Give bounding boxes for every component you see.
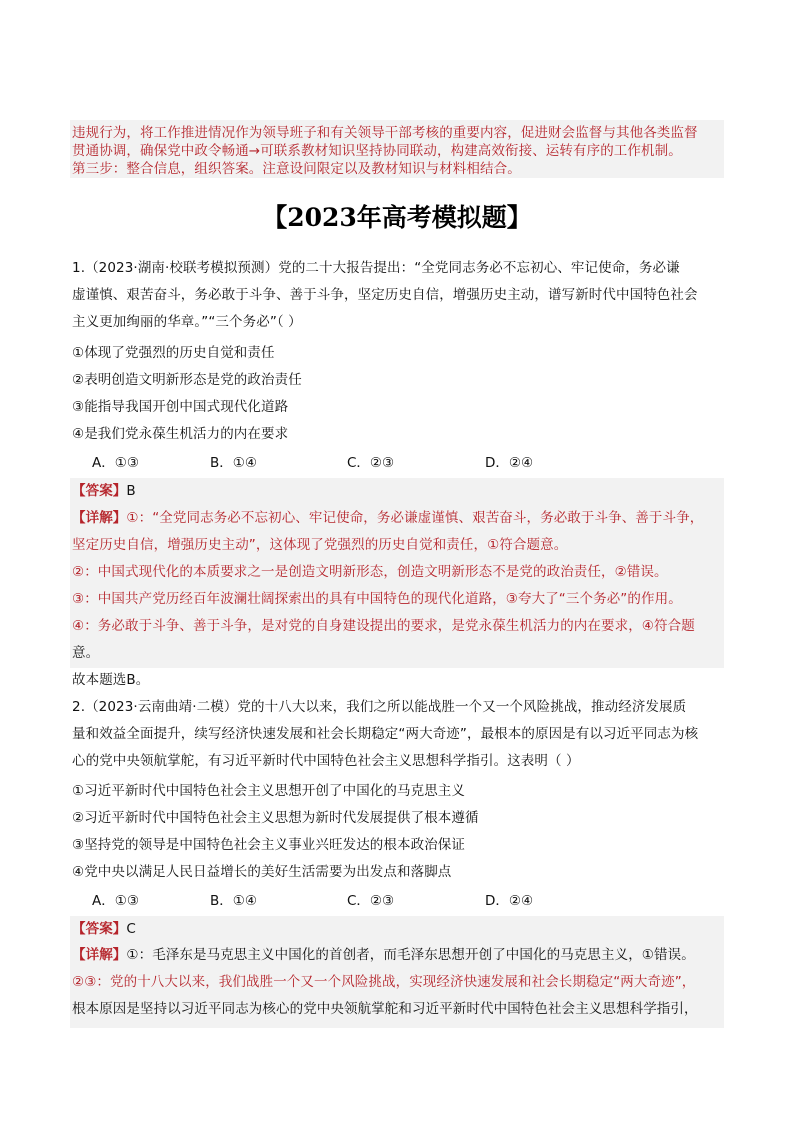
q2-choice-b: B．①④ [210,893,257,909]
q2-option-1: ①习近平新时代中国特色社会主义思想开创了中国化的马克思主义 [72,783,466,799]
intro-line-2: 贯通协调，确保党中政令畅通→可联系教材知识坚持协同联动，构建高效衔接、运转有序的工作机制。 [72,143,682,159]
q1-choice-b: B．①④ [210,455,257,471]
q1-detail-line-6: 意。 [72,645,100,661]
q1-option-3: ③能指导我国开创中国式现代化道路 [72,399,289,415]
q2-detail-line-2: ②③：党的十八大以来，我们战胜一个又一个风险挑战，实现经济快速发展和社会长期稳定“两大奇迹”， [72,974,696,990]
q1-detail-line-3: ②：中国式现代化的本质要求之一是创造文明新形态，创造文明新形态不是党的政治责任，②错误。 [72,564,668,580]
q1-detail-line-4: ③：中国共产党历经百年波澜壮阔探索出的具有中国特色的现代化道路，③夸大了“三个务必”的作用。 [72,591,682,607]
q1-choice-c: C．②③ [347,455,395,471]
q2-stem-line-1: 2.（2023·云南曲靖·二模）党的十八大以来，我们之所以能战胜一个又一个风险挑战，推动经济发展质 [72,699,687,715]
q2-detail-line-3: 根本原因是坚持以习近平同志为核心的党中央领航掌舵和习近平新时代中国特色社会主义思想科学指引， [72,1001,698,1017]
q1-detail-line-2: 坚定历史自信，增强历史主动”，这体现了党强烈的历史自觉和责任，①符合题意。 [72,537,568,553]
section-title: 【2023年高考模拟题】 [262,203,532,232]
q1-answer-value: B [126,483,136,499]
q1-answer-label: 【答案】 [72,483,127,499]
q1-stem-line-1: 1.（2023·湖南·校联考模拟预测）党的二十大报告提出：“全党同志务必不忘初心、牢记使命，务必谦 [72,260,680,276]
q1-stem-line-2: 虚谨慎、艰苦奋斗，务必敢于斗争、善于斗争，坚定历史自信，增强历史主动，谱写新时代中国特色社会 [72,287,698,303]
q2-detail-label: 【详解】 [72,947,127,963]
q1-stem-line-3: 主义更加绚丽的华章。”“三个务必”（ ） [72,314,302,330]
intro-line-1: 违规行为，将工作推进情况作为领导班子和有关领导干部考核的重要内容，促进财会监督与其他各类监督 [72,125,698,141]
q1-detail-label: 【详解】 [72,510,127,526]
q1-choice-a: A．①③ [92,455,139,471]
q2-choice-a: A．①③ [92,893,139,909]
q2-stem-line-2: 量和效益全面提升，续写经济快速发展和社会长期稳定“两大奇迹”，最根本的原因是有以习近平同志为核 [72,726,699,742]
q2-choice-c: C．②③ [347,893,395,909]
q1-option-4: ④是我们党永葆生机活力的内在要求 [72,426,289,442]
q2-option-2: ②习近平新时代中国特色社会主义思想为新时代发展提供了根本遵循 [72,810,479,826]
q1-option-2: ②表明创造文明新形态是党的政治责任 [72,372,302,388]
q2-stem-line-3: 心的党中央领航掌舵，有习近平新时代中国特色社会主义思想科学指引。这表明（ ） [72,753,580,769]
q1-detail-line-1: 【详解】①：“全党同志务必不忘初心、牢记使命，务必谦虚谨慎、艰苦奋斗，务必敢于斗争、善于斗争， [72,510,704,526]
q2-option-3: ③坚持党的领导是中国特色社会主义事业兴旺发达的根本政治保证 [72,837,466,853]
q1-choice-d: D．②④ [485,455,534,471]
q2-detail-line-1: 【详解】①：毛泽东是马克思主义中国化的首创者，而毛泽东思想开创了中国化的马克思主义，①错误。 [72,947,695,963]
q2-answer [72,920,136,938]
q1-detail-conclusion: 故本题选B。 [72,672,150,688]
intro-step-3: 第三步：整合信息，组织答案。注意设问限定以及教材知识与材料相结合。 [72,161,521,177]
q1-detail-line-5: ④：务必敢于斗争、善于斗争，是对党的自身建设提出的要求，是党永葆生机活力的内在要求，④符合题 [72,618,695,634]
q1-option-1: ①体现了党强烈的历史自觉和责任 [72,345,275,361]
q2-option-4: ④党中央以满足人民日益增长的美好生活需要为出发点和落脚点 [72,864,452,880]
q2-choice-d: D．②④ [485,893,534,909]
q1-answer [72,482,136,500]
q2-answer-value: C [126,921,136,937]
q2-answer-label: 【答案】 [72,921,127,937]
